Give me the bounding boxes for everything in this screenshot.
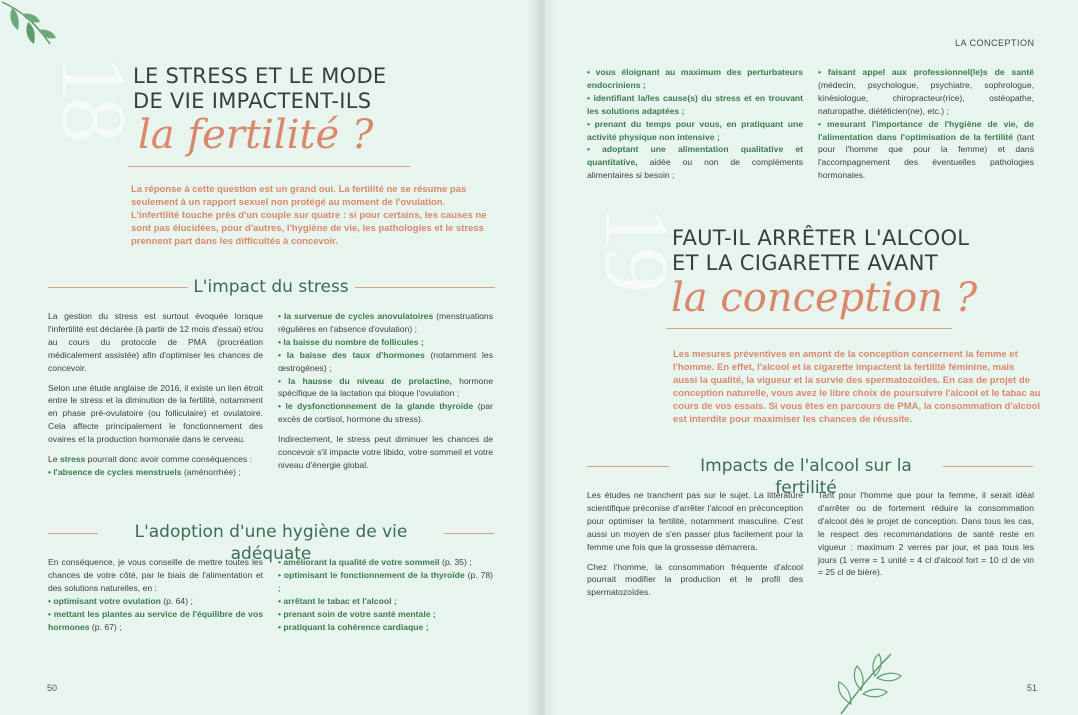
chapter-title-script: la conception ? (671, 275, 978, 321)
bullet-item: • la survenue de cycles anovulatoires (menstruations régulières en l'absence d'ovulation) ; (278, 311, 494, 334)
page-number: 50 (47, 683, 58, 693)
text-column (48, 556, 263, 633)
leaf-decoration-icon (0, 0, 60, 50)
bullet-item: • adoptant une alimentation qualitative et quantitative, aidée ou non de compléments alimentaires si besoin ; (587, 144, 803, 181)
section-title: Impacts de l'alcool sur la fertilité (700, 456, 912, 498)
section-rule-right (355, 287, 495, 288)
paragraph: Chez l'homme, la consommation fréquente d'alcool pourrait modifier la production et le profil des spermatozoïdes. (587, 561, 803, 598)
chapter-title-line2: DE VIE IMPACTENT-ILS (133, 89, 372, 113)
paragraph: Les études ne tranchent pas sur le sujet. La littérature scientifique préconise d'arrêter l'alcool en préconception pour optimiser la fertilité, notamment masculine. C'est aussi un moyen de s'en passer plus facilement pour la femme une fois que la grossesse démarrera. (587, 490, 803, 552)
bullet-item: • prenant du temps pour vous, en pratiquant une activité physique non intensive ; (587, 118, 803, 142)
chapter-title-line1: FAUT-IL ARRÊTER L'ALCOOL (672, 226, 970, 250)
leaf-decoration-icon (831, 648, 906, 715)
paragraph: Tant pour l'homme que pour la femme, il serait idéal d'arrêter ou de fortement réduire la consommation d'alcool dès le projet de conception. Dans tous les cas, le respect des recommandations de santé reste en vigueur : maximum 2 verres par jour, et pas tous les jours (1 verre = 1 unité = 4 cl d'alcool fort = 10 cl de vin = 25 cl de bière). (818, 490, 1034, 578)
section-rule-left (587, 466, 669, 467)
chapter-title-line1: LE STRESS ET LE MODE (133, 64, 387, 88)
intro-paragraph: Les mesures préventives en amont de la conception concernent la femme et l'homme. En effet, l'alcool et la cigarette impactent la fertilité féminine, mais aussi la qualité, la vigueur et la survie des spermatozoïdes. En cas de projet de conception naturelle, vous avez le libre choix de poursuivre l'alcool et le tabac au cours de vos essais. Si vous êtes en parcours de PMA, la consommation d'alcool est interdite pour maximiser les chances de réussite. (673, 349, 1041, 425)
text-column (48, 310, 263, 486)
bullet-item: • mettant les plantes au service de l'équilibre de vos hormones (p. 67) ; (48, 608, 263, 632)
section-rule-right (943, 466, 1033, 467)
book-gutter-shadow (527, 0, 557, 715)
chapter-number: 19 (586, 205, 688, 289)
text-column (278, 310, 493, 479)
bullet-item: • arrêtant le tabac et l'alcool ; (278, 595, 397, 606)
title-rule (666, 328, 952, 329)
paragraph: En conséquence, je vous conseille de mettre toutes les chances de votre côté, par le biais de l'alimentation et des solutions naturelles, en : (48, 557, 263, 593)
chapter-title-line2: ET LA CIGARETTE AVANT (672, 251, 938, 275)
bullet-item: • le dysfonctionnement de la glande thyroïde (par excès de cortisol, hormone du stress). (278, 401, 493, 425)
chapter-title-script: la fertilité ? (138, 112, 374, 158)
bullet-item: • optimisant le fonctionnement de la thyroïde (p. 78) ; (278, 569, 493, 593)
page-number: 51 (1027, 683, 1038, 693)
text-column (818, 489, 1034, 586)
paragraph: Le stress pourrait donc avoir comme conséquences : (48, 454, 252, 465)
bullet-item: • la baisse des taux d'hormones (notamment les œstrogènes) ; (278, 349, 493, 373)
chapter-number: 18 (43, 55, 145, 139)
bullet-item: • faisant appel aux professionnel(le)s de santé (médecin, psychologue, psychiatre, sophrologue, kinésiologue, chiropracteur(rice), ostéopathe, naturopathe, diététicien(ne), etc.) ; (818, 67, 1034, 116)
bullet-item: • la baisse du nombre de follicules ; (278, 336, 424, 347)
paragraph: Indirectement, le stress peut diminuer les chances de concevoir s'il impacte votre libido, votre sommeil et votre niveau d'énergie global. (278, 434, 493, 470)
running-head: LA CONCEPTION (955, 38, 1035, 48)
bullet-item: • identifiant la/les cause(s) du stress et en trouvant les solutions adaptées ; (587, 92, 803, 116)
bullet-item: • mesurant l'importance de l'hygiène de vie, de l'alimentation dans l'optimisation de la fertilité (tant pour l'homme que pour la femme) et dans l'accompagnement des éventuelles pathologies hormonales. (818, 118, 1034, 181)
right-page (541, 0, 1078, 715)
text-column (818, 66, 1034, 182)
section-title: L'adoption d'une hygiène de vie adéquate (134, 522, 408, 564)
bullet-item: • prenant soin de votre santé mentale ; (278, 608, 436, 619)
text-column (587, 489, 803, 606)
bullet-item: • améliorant la qualité de votre sommeil (p. 35) ; (278, 557, 472, 567)
bullet-item: • optimisant votre ovulation (p. 64) ; (48, 595, 193, 606)
bullet-item: • vous éloignant au maximum des perturbateurs endocriniens ; (587, 67, 803, 90)
section-rule-left (48, 287, 188, 288)
section-rule-left (48, 533, 98, 534)
title-rule (128, 166, 410, 167)
left-page (0, 0, 537, 715)
intro-paragraph: La réponse à cette question est un grand oui. La fertilité ne se résume pas seulement à un rapport sexuel non protégé au moment de l'ovulation. L'infertilité touche près d'un couple sur quatre : si pour certains, les causes ne sont pas élucidées, pour d'autres, l'hygiène de vie, les pathologies et le stress prennent part dans les difficultés à concevoir. (131, 184, 487, 247)
bullet-item: • la hausse du niveau de prolactine, hormone spécifique de la lactation qui bloque l'ovulation ; (278, 375, 493, 399)
paragraph: La gestion du stress est surtout évoquée lorsque l'infertilité est déclarée (à partir de 12 mois d'essai) et/ou au cours du protocole de PMA (procréation médicalement assistée) afin d'optimiser les chances de concevoir. (48, 311, 263, 373)
bullet-item: • l'absence de cycles menstruels (aménorrhée) ; (48, 466, 241, 477)
text-column (278, 556, 493, 633)
paragraph: Selon une étude anglaise de 2016, il existe un lien étroit entre le stress et la diminution de la fertilité, notamment en phase pré-ovulatoire (ou folliculaire) et ovulatoire. Cela affecte principalement le fonctionnement des ovaires et la production hormonale dans le cerveau. (48, 382, 263, 445)
section-title: L'impact du stress (193, 277, 349, 297)
bullet-item: • pratiquant la cohérence cardiaque ; (278, 621, 429, 632)
text-column (587, 66, 803, 182)
section-rule-right (444, 533, 494, 534)
